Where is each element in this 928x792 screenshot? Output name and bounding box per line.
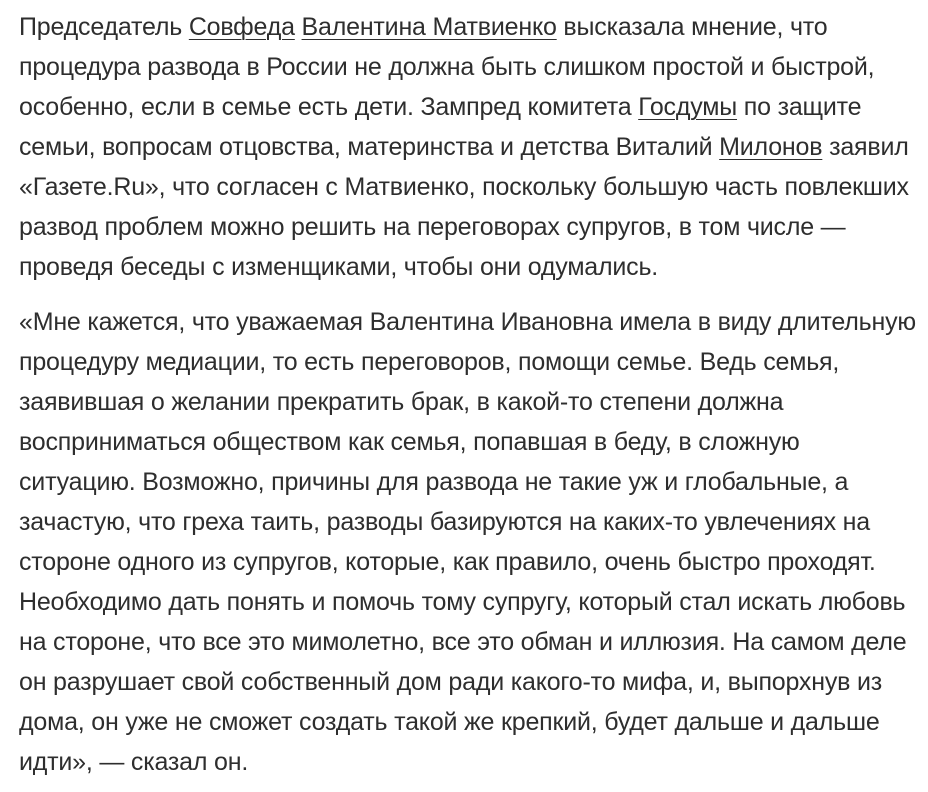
paragraph-1 [19,7,916,287]
text-run [295,13,302,41]
text-run: «Мне кажется, что уважаемая Валентина Ивановна имела в виду длительную процедуру медиации, то есть переговоров, помощи семье. Ведь семья, заявившая о желании прекратить брак, в какой-то степени должна восприниматься обществом как семья, попавшая в беду, в сложную ситуацию. Возможно, причины для развода не такие уж и глобальные, а зачастую, что греха таить, разводы базируются на каких-то увлечениях на стороне одного из супругов, которые, как правило, очень быстро проходят. Необходимо дать понять и помочь тому супругу, который стал искать любовь на стороне, что все это мимолетно, все это обман и иллюзия. На самом деле он разрушает свой собственный дом ради какого-то мифа, и, выпорхнув из дома, он уже не сможет создать такой же крепкий, будет дальше и дальше идти», — сказал он. [19,308,923,776]
text-run: заявил «Газете.Ru», что согласен с Матвиенко, поскольку большую часть повлекших развод проблем можно решить на переговорах супругов, в том числе — проведя беседы с изменщиками, чтобы они одумались. [19,133,916,281]
link-gosduma[interactable]: Госдумы [638,93,738,121]
text-run: Председатель [19,13,189,41]
paragraph-2 [19,302,923,782]
text-run: высказала мнение, что процедура развода в России не должна быть слишком простой и быстрой, особенно, если в семье есть дети. Зампред комитета [19,13,882,121]
text-run: по защите семьи, вопросам отцовства, материнства и детства Виталий [19,93,869,161]
link-valentina-matvienko[interactable]: Валентина Матвиенко [301,13,557,41]
link-milonov[interactable]: Милонов [719,133,823,161]
link-sovfed[interactable]: Совфеда [188,13,295,41]
